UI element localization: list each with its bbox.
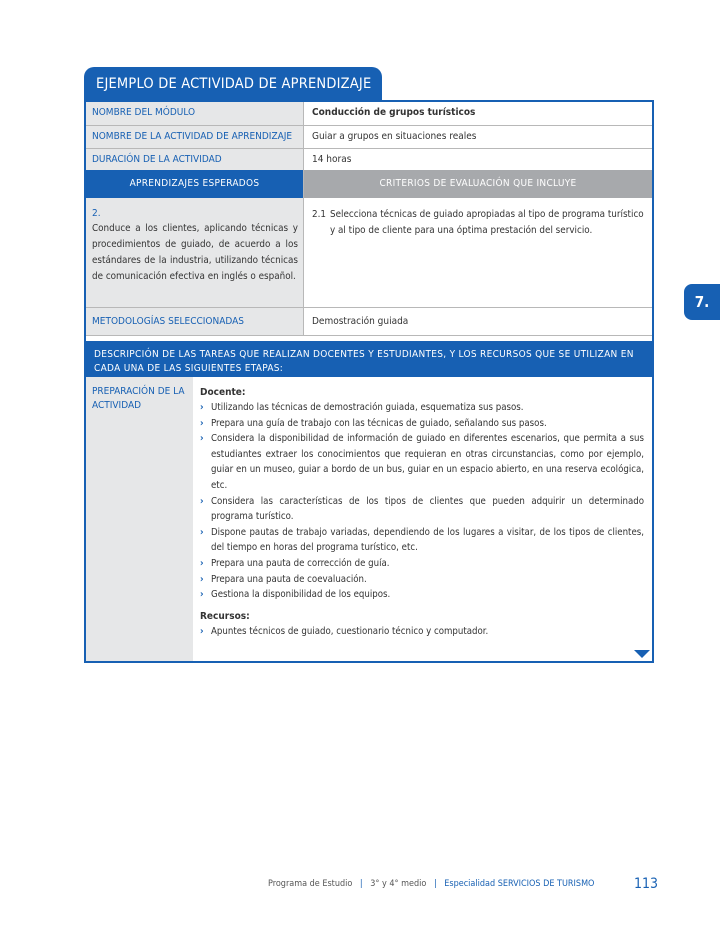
activity-table [84,100,654,663]
metodologias-value: Demostración guiada [312,316,409,327]
metodologias-label: METODOLOGÍAS SELECCIONADAS [86,308,304,335]
list-item [200,431,644,493]
list-item [200,624,644,640]
list-item [200,587,644,603]
list-item-text: Considera las características de los tipos de clientes que pueden adquirir un determinado programa turístico. [211,495,644,523]
list-item [200,400,644,416]
criterio-number: 2.1 [312,209,327,220]
modulo-label: NOMBRE DEL MÓDULO [86,102,304,125]
bullet-arrow-icon: › [200,495,204,507]
activity-title: EJEMPLO DE ACTIVIDAD DE APRENDIZAJE [84,67,382,100]
duracion-value: 14 horas [312,154,352,165]
actividad-label: NOMBRE DE LA ACTIVIDAD DE APRENDIZAJE [86,126,304,148]
list-item-text: Dispone pautas de trabajo variadas, dependiendo de los lugares a visitar, de los tipos de clientes, del tiempo en horas del programa turístico, etc. [211,526,644,554]
aprendizajes-header: APRENDIZAJES ESPERADOS [86,170,303,198]
aprendizaje-text: Conduce a los clientes, aplicando técnicas y procedimientos de guiado, de acuerdo a los estándares de la industria, utilizando técnicas de comunicación efectiva en inglés o español. [92,223,298,282]
list-item [200,572,644,588]
row-actividad [86,126,652,148]
preparacion-content [193,377,644,661]
list-item [200,525,644,556]
bullet-arrow-icon: › [200,433,204,445]
row-metodologias [86,308,652,335]
actividad-value: Guiar a grupos en situaciones reales [312,131,477,142]
aprendizaje-row [86,198,652,307]
modulo-value: Conducción de grupos turísticos [312,107,476,118]
list-item-text: Prepara una guía de trabajo con las técnicas de guiado, señalando sus pasos. [211,417,547,429]
bullet-arrow-icon: › [200,589,204,601]
descripcion-banner: DESCRIPCIÓN DE LAS TAREAS QUE REALIZAN DOCENTES Y ESTUDIANTES, Y LOS RECURSOS QUE SE UTILIZAN EN CADA UNA DE LAS SIGUIENTES ETAPAS: [86,341,652,377]
row-duracion [86,149,652,170]
continue-arrow-icon [634,650,650,659]
list-item-text: Apuntes técnicos de guiado, cuestionario técnico y computador. [211,625,489,637]
footer-curso: 3° y 4° medio [370,879,427,889]
footer-especialidad: Especialidad SERVICIOS DE TURISMO [444,879,595,889]
bullet-arrow-icon: › [200,417,204,429]
list-item-text: Considera la disponibilidad de información de guiado en diferentes escenarios, que permita a sus estudiantes extraer los conocimientos que requieran en otras circunstancias, como por ejemplo, guiar en un museo, guiar a bordo de un bus, guiar en un espacio abierto, en una reserva ecológica, etc. [211,433,644,491]
row-modulo [86,102,652,125]
bullet-arrow-icon: › [200,557,204,569]
criterio-text: Selecciona técnicas de guiado apropiadas al tipo de programa turístico y al tipo de cliente para una óptima prestación del servicio. [330,209,644,236]
footer-programa: Programa de Estudio [268,879,353,889]
bullet-arrow-icon: › [200,402,204,413]
criterios-header: CRITERIOS DE EVALUACIÓN QUE INCLUYE [304,170,652,198]
list-item-text: Prepara una pauta de coevaluación. [211,573,367,585]
chapter-tab: 7. [684,284,720,320]
aprendizaje-number: 2. [92,208,101,219]
preparacion-label: PREPARACIÓN DE LA ACTIVIDAD [86,377,193,661]
duracion-label: DURACIÓN DE LA ACTIVIDAD [86,149,304,170]
list-item [200,416,644,432]
list-item [200,494,644,525]
criterio-cell [304,198,652,307]
recursos-list [200,624,644,640]
footer: Programa de Estudio | 3° y 4° medio | Especialidad SERVICIOS DE TURISMO [268,879,595,889]
aprendizaje-cell [86,198,304,307]
recursos-title: Recursos: [200,610,250,622]
list-item [200,556,644,572]
bullet-arrow-icon: › [200,573,204,585]
bullet-arrow-icon: › [200,625,204,637]
list-item-text: Gestiona la disponibilidad de los equipos. [211,589,391,601]
header-row [86,170,652,198]
list-item-text: Utilizando las técnicas de demostración guiada, esquematiza sus pasos. [211,402,524,413]
docente-title: Docente: [200,387,246,398]
docente-task-list [200,400,644,603]
bullet-arrow-icon: › [200,526,204,538]
list-item-text: Prepara una pauta de corrección de guía. [211,557,390,569]
page-number: 113 [634,876,659,892]
preparacion-row [86,377,652,661]
